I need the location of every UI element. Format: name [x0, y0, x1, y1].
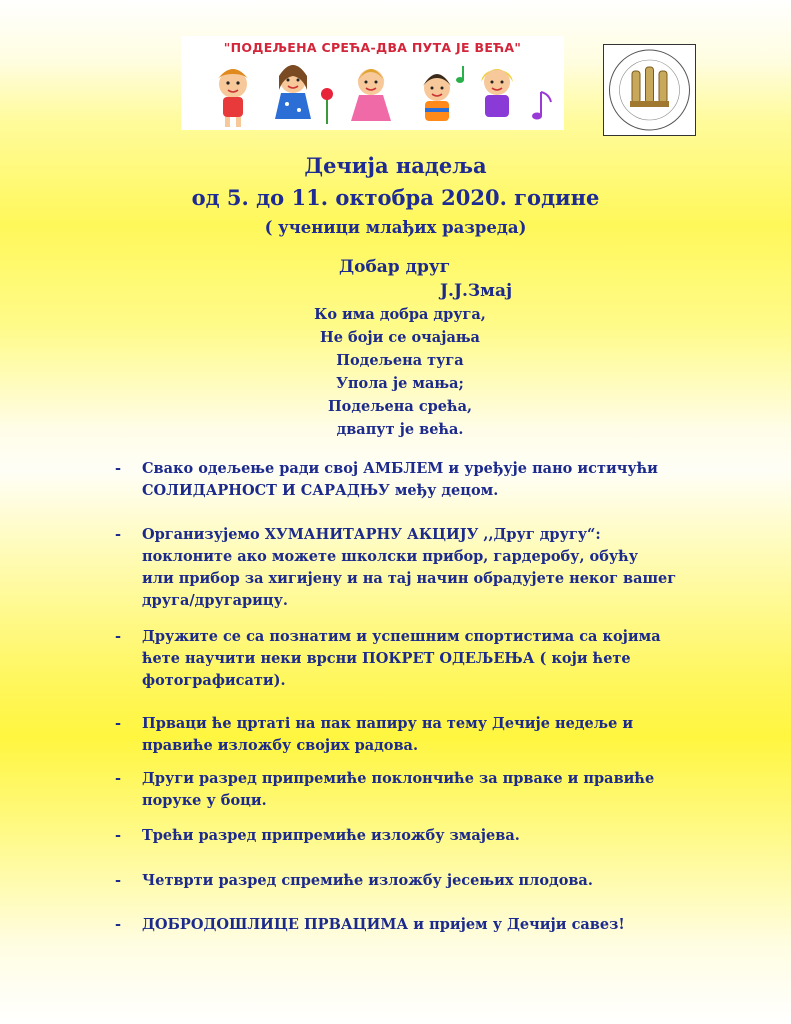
- poem-line: Ко има добра друга,: [314, 306, 486, 323]
- list-item-line: поклоните ако можете школски прибор, гардеробу, обућу: [142, 548, 639, 565]
- child-figure: [275, 65, 311, 119]
- list-dash: -: [115, 872, 122, 889]
- list-item-line: Четврти разред спремиће изложбу јесењих плодова.: [142, 872, 593, 889]
- list-dash: -: [115, 715, 122, 732]
- list-item-line: ДОБРОДОШЛИЦЕ ПРВАЦИМА и пријем у Дечији савез!: [142, 916, 625, 933]
- list-item-line: Дружите се са познатим и успешним спортистима са којима: [142, 628, 661, 645]
- poem-line: двапут је већа.: [336, 421, 464, 438]
- flower-icon: [321, 88, 333, 124]
- list-item-line: ћете научити неки врсни ПОКРЕТ ОДЕЉЕЊА ( који ћете: [142, 650, 631, 667]
- child-figure: [351, 69, 391, 121]
- list-item-line: Свако одељење ради свој АМБЛЕМ и уређује пано истичући: [142, 460, 658, 477]
- school-logo: [603, 44, 696, 136]
- poem-line: Не боји се очајања: [320, 329, 480, 346]
- child-figure: [217, 69, 249, 127]
- list-item-line: правиће изложбу својих радова.: [142, 737, 418, 754]
- poem-title: Добар друг: [339, 257, 451, 277]
- list-item-line: или прибор за хигијену и на тај начин обрадујете неког вашег: [142, 570, 677, 587]
- list-dash: -: [115, 770, 122, 787]
- list-dash: -: [115, 628, 122, 645]
- list-dash: -: [115, 460, 122, 477]
- header-banner-image: [181, 36, 564, 130]
- banner-title: "ПОДЕЉЕНА СРЕЋА-ДВА ПУТА ЈЕ ВЕЋА": [223, 40, 522, 55]
- list-item-line: Организујемо ХУМАНИТАРНУ АКЦИЈУ ,,Друг другу“:: [142, 526, 601, 543]
- poem-line: Упола је мања;: [336, 375, 464, 392]
- poem-body: [240, 303, 560, 441]
- music-note-icon: [456, 66, 464, 83]
- child-figure: [423, 74, 451, 121]
- page-title: Дечија надеља: [304, 153, 487, 178]
- poem-author: Ј.Ј.Змај: [440, 281, 513, 301]
- page-subtitle: ( ученици млађих разреда): [264, 218, 527, 237]
- list-item-line: друга/другарицу.: [142, 592, 288, 609]
- children-illustration: [181, 36, 564, 130]
- list-dash: -: [115, 916, 122, 933]
- school-emblem-icon: [604, 45, 695, 135]
- list-dash: -: [115, 526, 122, 543]
- list-item-line: фотографисати).: [142, 672, 286, 689]
- poem-line: Подељена срећа,: [327, 398, 473, 415]
- music-note-icon: [532, 92, 551, 120]
- list-item-line: Прваци ће цртаті на пак папиру на тему Дечије недеље и: [142, 715, 634, 732]
- list-item-line: СОЛИДАРНОСТ И САРАДЊУ међу децом.: [142, 482, 499, 499]
- poem-line: Подељена туга: [336, 352, 464, 369]
- list-item-line: Други разред припремиће поклончиће за прваке и правиће: [142, 770, 655, 787]
- list-item-line: Трећи разред припремиће изложбу змајева.: [142, 827, 520, 844]
- page-date-range: од 5. до 11. октобра 2020. године: [191, 185, 600, 210]
- list-item-line: поруке у боци.: [142, 792, 267, 809]
- list-dash: -: [115, 827, 122, 844]
- child-figure: [481, 69, 513, 117]
